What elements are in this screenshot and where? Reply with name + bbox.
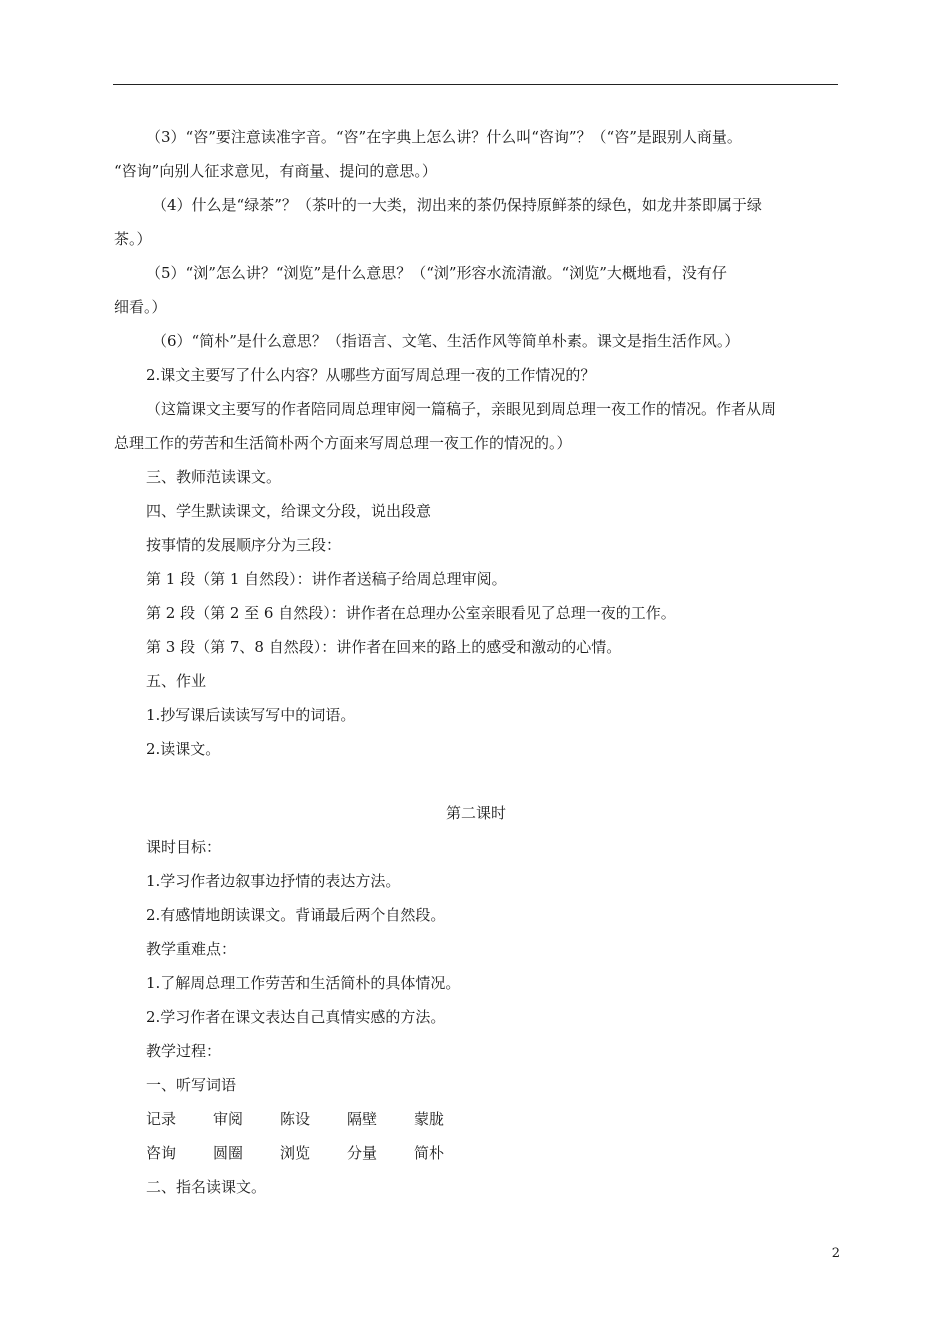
text-line: 细看。）	[114, 298, 167, 316]
text-line: 2.有感情地朗读课文。背诵最后两个自然段。	[146, 906, 446, 924]
section-gap	[114, 766, 838, 796]
section-title: 第二课时	[445, 804, 506, 822]
header-rule	[113, 84, 838, 85]
text-line: 1.学习作者边叙事边抒情的表达方法。	[146, 872, 401, 890]
text-line: 2.学习作者在课文表达自己真情实感的方法。	[146, 1008, 446, 1026]
dictation-word: 记录	[146, 1110, 177, 1128]
text-line: 2.课文主要写了什么内容？从哪些方面写周总理一夜的工作情况的？	[146, 366, 596, 384]
text-line: 2.读课文。	[146, 740, 221, 758]
word-row	[114, 1136, 838, 1170]
lesson-part-one	[114, 120, 838, 766]
text-line: 茶。）	[114, 230, 152, 248]
text-line: 1.抄写课后读读写写中的词语。	[146, 706, 356, 724]
text-line: （3）“咨”要注意读准字音。“咨”在字典上怎么讲？什么叫“咨询”？（“咨”是跟别人商量。	[146, 128, 742, 146]
text-line: （这篇课文主要写的作者陪同周总理审阅一篇稿子，亲眼见到周总理一夜工作的情况。作者从周	[146, 400, 777, 418]
page-number: 2	[831, 1246, 840, 1261]
text-line: 总理工作的劳苦和生活简朴两个方面来写周总理一夜工作的情况的。）	[114, 434, 572, 452]
text-line: 四、学生默读课文，给课文分段，说出段意	[146, 502, 432, 520]
text-line: 第 2 段（第 2 至 6 自然段）：讲作者在总理办公室亲眼看见了总理一夜的工作。	[146, 604, 676, 622]
text-line: （4）什么是“绿茶”？（茶叶的一大类，沏出来的茶仍保持原鲜茶的绿色，如龙井茶即属于绿	[152, 196, 762, 214]
dictation-word: 审阅	[213, 1110, 244, 1128]
dictation-word: 隔壁	[347, 1110, 378, 1128]
word-row	[114, 1102, 838, 1136]
text-line: 1.了解周总理工作劳苦和生活简朴的具体情况。	[146, 974, 461, 992]
text-line: “咨询”向别人征求意见，有商量、提问的意思。）	[114, 162, 437, 180]
dictation-word: 分量	[347, 1144, 378, 1162]
dictation-word: 蒙胧	[414, 1110, 445, 1128]
dictation-word: 陈设	[280, 1110, 311, 1128]
dictation-word: 圆圈	[213, 1144, 244, 1162]
dictation-word: 简朴	[414, 1144, 445, 1162]
dictation-word: 咨询	[146, 1144, 177, 1162]
lesson-part-two	[114, 830, 838, 1102]
text-line: （5）“浏”怎么讲？“浏览”是什么意思？（“浏”形容水流清澈。“浏览”大概地看，没有仔	[146, 264, 727, 282]
text-line: 五、作业	[146, 672, 207, 690]
final-line: 二、指名读课文。	[146, 1178, 267, 1196]
text-line: 第 3 段（第 7、8 自然段）：讲作者在回来的路上的感受和激动的心情。	[146, 638, 622, 656]
text-line: 第 1 段（第 1 自然段）：讲作者送稿子给周总理审阅。	[146, 570, 507, 588]
text-line: 教学重难点：	[146, 940, 237, 958]
document-body	[114, 120, 838, 1204]
text-line: 三、教师范读课文。	[146, 468, 282, 486]
text-line: 一、听写词语	[146, 1076, 237, 1094]
text-line: （6）“简朴”是什么意思？（指语言、文笔、生活作风等简单朴素。课文是指生活作风。）	[152, 332, 740, 350]
text-line: 课时目标：	[146, 838, 222, 856]
dictation-word: 浏览	[280, 1144, 311, 1162]
dictation-word-table	[114, 1102, 838, 1170]
text-line: 教学过程：	[146, 1042, 222, 1060]
text-line: 按事情的发展顺序分为三段：	[146, 536, 342, 554]
